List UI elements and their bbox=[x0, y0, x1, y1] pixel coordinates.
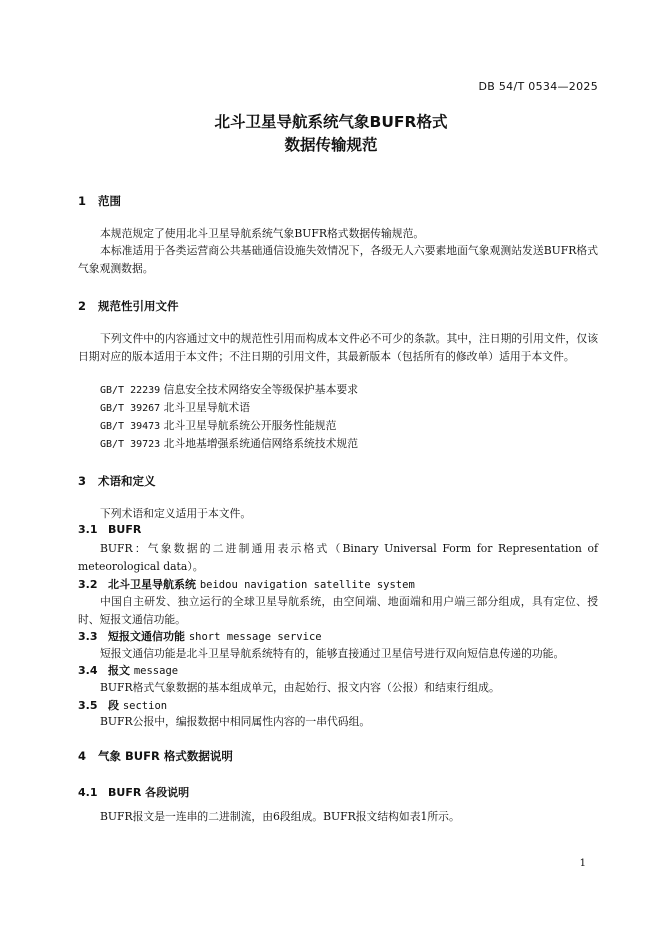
section-number: 4 bbox=[78, 749, 87, 763]
subsection-4-1-heading bbox=[78, 784, 189, 800]
section-title: 气象 BUFR 格式数据说明 bbox=[98, 749, 233, 763]
term-name: 北斗卫星导航系统 bbox=[108, 578, 196, 591]
reference-code: GB/T 39723 bbox=[100, 439, 161, 450]
term-3-1-definition: BUFR：气象数据的二进制通用表示格式（Binary Universal Form for Representation of meteorological data）。 bbox=[78, 542, 598, 573]
subsection-number: 4.1 bbox=[78, 786, 98, 799]
reference-item bbox=[100, 436, 358, 451]
reference-code: GB/T 22239 bbox=[100, 385, 161, 396]
section-4-heading bbox=[78, 748, 233, 764]
reference-title: 信息安全技术网络安全等级保护基本要求 bbox=[163, 383, 358, 396]
section-2-heading bbox=[78, 298, 179, 314]
section-number: 3 bbox=[78, 474, 87, 488]
term-number: 3.2 bbox=[78, 578, 98, 591]
term-number: 3.4 bbox=[78, 664, 98, 677]
term-english: section bbox=[122, 700, 168, 712]
term-number: 3.5 bbox=[78, 699, 98, 712]
term-3-5-definition: BUFR公报中，编报数据中相同属性内容的一串代码组。 bbox=[100, 715, 371, 728]
term-3-3-definition: 短报文通信功能是北斗卫星导航系统特有的，能够直接通过卫星信号进行双向短信息传递的功能。 bbox=[100, 647, 565, 660]
term-3-1-heading bbox=[78, 523, 141, 536]
section-number: 1 bbox=[78, 194, 87, 208]
term-3-5-heading bbox=[78, 697, 167, 713]
document-title-line2: 数据传输规范 bbox=[284, 136, 378, 154]
section-title: 范围 bbox=[98, 194, 121, 208]
term-english: message bbox=[133, 665, 179, 677]
section-3-intro: 下列术语和定义适用于本文件。 bbox=[100, 507, 252, 520]
term-english: beidou navigation satellite system bbox=[199, 579, 415, 591]
section-number: 2 bbox=[78, 299, 87, 313]
section-3-heading bbox=[78, 473, 156, 489]
reference-code: GB/T 39267 bbox=[100, 403, 161, 414]
term-3-2-heading bbox=[78, 576, 415, 592]
reference-item bbox=[100, 418, 336, 433]
term-3-2-definition: 中国自主研发、独立运行的全球卫星导航系统，由空间端、地面端和用户端三部分组成，具有定位、授时、短报文通信功能。 bbox=[78, 595, 598, 626]
section-1-heading bbox=[78, 193, 121, 209]
term-3-3-heading bbox=[78, 628, 322, 644]
section-title: 术语和定义 bbox=[98, 474, 156, 488]
section-title: 规范性引用文件 bbox=[98, 299, 179, 313]
term-name: BUFR bbox=[108, 523, 142, 536]
standard-code: DB 54/T 0534—2025 bbox=[478, 80, 598, 93]
section-2-paragraph-1: 下列文件中的内容通过文中的规范性引用而构成本文件必不可少的条款。其中，注日期的引用文件，仅该日期对应的版本适用于本文件；不注日期的引用文件，其最新版本（包括所有的修改单）适用于本文件。 bbox=[78, 332, 598, 363]
document-title-line1: 北斗卫星导航系统气象BUFR格式 bbox=[214, 113, 448, 131]
page-number: 1 bbox=[579, 858, 586, 869]
reference-code: GB/T 39473 bbox=[100, 421, 161, 432]
term-number: 3.1 bbox=[78, 523, 98, 536]
term-name: 报文 bbox=[108, 664, 130, 677]
section-4-1-paragraph: BUFR报文是一连串的二进制流，由6段组成。BUFR报文结构如表1所示。 bbox=[100, 810, 460, 823]
term-name: 短报文通信功能 bbox=[108, 630, 185, 643]
reference-title: 北斗卫星导航术语 bbox=[163, 401, 251, 414]
section-1-paragraph-1: 本规范规定了使用北斗卫星导航系统气象BUFR格式数据传输规范。 bbox=[100, 227, 425, 240]
term-3-4-heading bbox=[78, 662, 178, 678]
reference-item bbox=[100, 382, 358, 397]
term-3-4-definition: BUFR格式气象数据的基本组成单元，由起始行、报文内容（公报）和结束行组成。 bbox=[100, 681, 500, 694]
term-english: short message service bbox=[188, 631, 322, 643]
subsection-title: BUFR 各段说明 bbox=[108, 786, 190, 799]
section-1-paragraph-2: 本标准适用于各类运营商公共基础通信设施失效情况下，各级无人六要素地面气象观测站发送BUFR格式气象观测数据。 bbox=[78, 244, 598, 275]
reference-item bbox=[100, 400, 250, 415]
reference-title: 北斗地基增强系统通信网络系统技术规范 bbox=[163, 437, 358, 450]
term-name: 段 bbox=[108, 699, 119, 712]
reference-title: 北斗卫星导航系统公开服务性能规范 bbox=[163, 419, 337, 432]
term-number: 3.3 bbox=[78, 630, 98, 643]
